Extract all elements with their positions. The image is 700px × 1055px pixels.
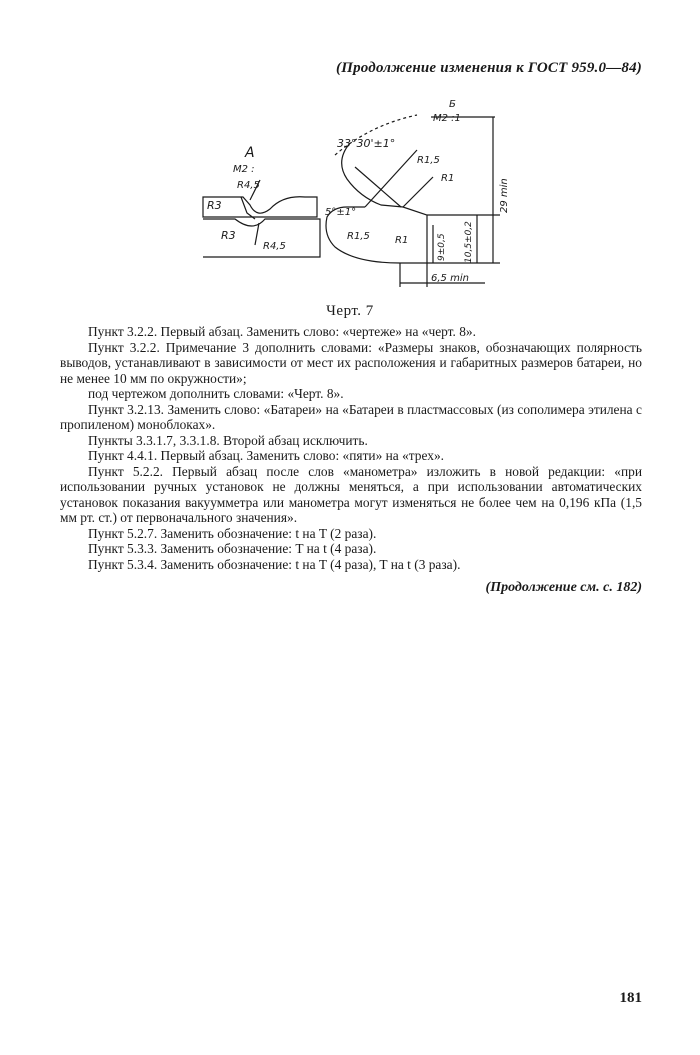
label-r3-bottom: R3 xyxy=(221,229,236,242)
technical-drawing xyxy=(195,95,525,300)
paragraph: Пункт 3.2.2. Примечание 3 дополнить словами: «Размеры знаков, обозначающих полярность выводов, устанавливают в зависимости от мест их расположения и габаритных размеров батареи, но не менее 10 мм по окружности»; xyxy=(60,339,642,386)
label-dim-29: 29 min xyxy=(499,178,510,213)
label-r45-bottom: R4,5 xyxy=(263,241,286,252)
label-r15-bottom: R1,5 xyxy=(347,231,370,242)
label-r1-bottom: R1 xyxy=(395,235,409,246)
label-r1-top: R1 xyxy=(441,173,455,184)
label-angle-small: 5°±1° xyxy=(325,207,357,218)
page-number: 181 xyxy=(619,990,642,1006)
label-dim-65: 6,5 min xyxy=(431,273,469,284)
paragraph: Пункт 4.4.1. Первый абзац. Заменить слово: «пяти» на «трех». xyxy=(88,448,445,463)
label-view-b: Б xyxy=(449,99,456,110)
label-view-b-scale: M2 :1 xyxy=(433,113,461,124)
profile-b-outline xyxy=(326,143,427,263)
label-view-a: A xyxy=(245,145,255,161)
edge-r1 xyxy=(403,177,433,207)
paragraph: Пункт 5.3.4. Заменить обозначение: t на T (4 раза), T на t (3 раза). xyxy=(88,556,461,572)
angle-line xyxy=(355,167,401,207)
profile-a-wedge xyxy=(241,197,255,219)
paragraph: под чертежом дополнить словами: «Черт. 8». xyxy=(88,386,344,401)
document-body xyxy=(60,324,642,572)
paragraph: Пункт 3.2.2. Первый абзац. Заменить слово: «чертеже» на «черт. 8». xyxy=(88,324,476,339)
paragraph: Пункт 3.2.13. Заменить слово: «Батареи» на «Батареи в пластмассовых (из сополимера этилена с пропиленом) моноблоках». xyxy=(60,401,642,432)
label-angle: 33°30'±1° xyxy=(337,137,396,150)
paragraph: Пункт 5.2.2. Первый абзац после слов «манометра» изложить в новой редакции: «при использовании ручных установок не должны меняться, а при использовании автоматических установок показания вакуумметра или манометра могут изменяться не более чем на 0,196 кПа (1,5 мм рт. ст.) от первоначального значения». xyxy=(60,463,642,525)
label-view-a-scale: M2 : xyxy=(233,164,255,175)
leader-r45-bottom xyxy=(255,223,259,245)
label-dim-9: 9±0,5 xyxy=(437,233,447,261)
page-header: (Продолжение изменения к ГОСТ 959.0—84) xyxy=(336,60,642,76)
label-r45-top: R4,5 xyxy=(237,180,260,191)
paragraph: Пункт 5.3.3. Заменить обозначение: T на t (4 раза). xyxy=(88,541,377,556)
drawing-svg xyxy=(195,95,525,300)
label-r3-top: R3 xyxy=(207,199,222,212)
figure-caption: Черт. 7 xyxy=(326,303,374,319)
paragraph: Пункт 5.2.7. Заменить обозначение: t на T (2 раза). xyxy=(88,525,377,541)
continuation-note: (Продолжение см. с. 182) xyxy=(485,580,642,595)
label-dim-105: 10,5±0,2 xyxy=(464,221,474,263)
paragraph: Пункты 3.3.1.7, 3.3.1.8. Второй абзац исключить. xyxy=(88,432,368,448)
label-r15-top: R1,5 xyxy=(417,155,440,166)
